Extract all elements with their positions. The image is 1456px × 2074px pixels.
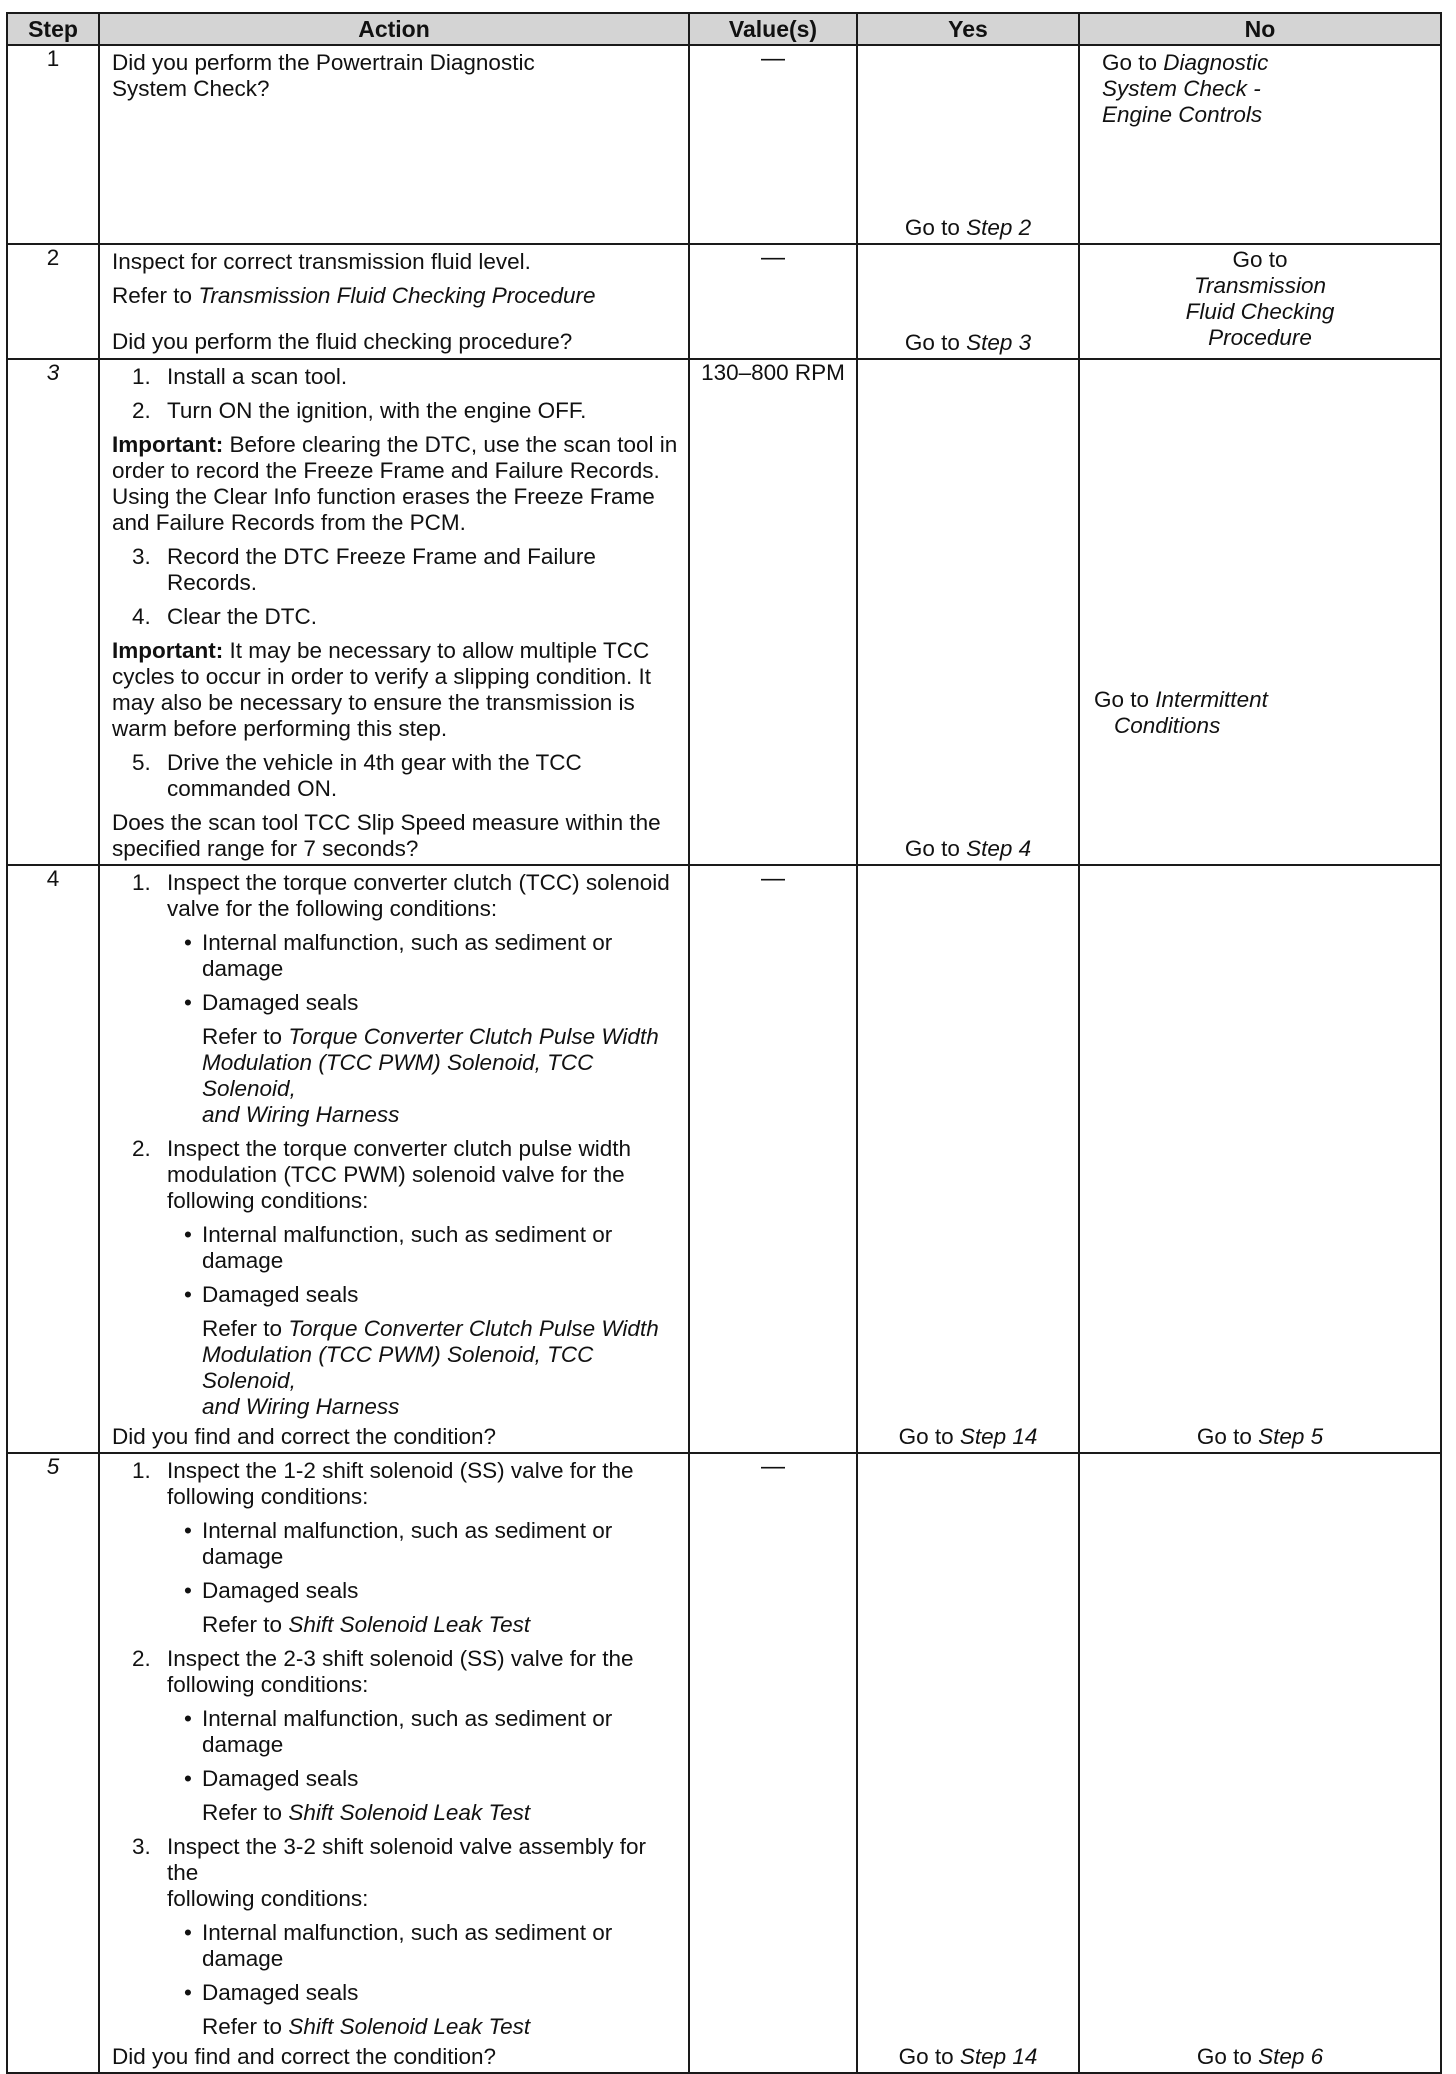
important-note: Important: It may be necessary to allow multiple TCC cycles to occur in order to verify a slipping condition. It may also be necessary to ensure the transmission is warm before performing this step. <box>112 638 652 741</box>
header-values: Value(s) <box>689 13 857 45</box>
no-link[interactable]: Go to Step 6 <box>1196 2044 1324 2069</box>
bullet-item: • Damaged seals <box>184 1282 359 1307</box>
table-row <box>7 1453 1441 2073</box>
step-number: 3 <box>7 359 99 865</box>
value-dash: — <box>761 45 785 72</box>
no-link[interactable]: Go to Diagnostic System Check - Engine Controls <box>1102 50 1269 127</box>
header-step: Step <box>7 13 99 45</box>
step-number: 5 <box>7 1453 99 2073</box>
value-cell: — <box>689 244 857 359</box>
diagnostic-table <box>6 12 1442 2074</box>
action-cell <box>99 244 689 359</box>
action-text: Inspect for correct transmission fluid level. <box>112 249 531 274</box>
yes-link[interactable]: Go to Step 14 <box>898 1424 1038 1449</box>
action-cell <box>99 865 689 1453</box>
action-question: Did you find and correct the condition? <box>112 2044 496 2069</box>
no-link[interactable]: Go to Intermittent Conditions <box>1094 687 1268 738</box>
action-question: Did you perform the fluid checking procedure? <box>112 329 573 354</box>
no-link[interactable]: Go to Transmission Fluid Checking Procedure <box>1185 247 1335 350</box>
important-note: Important: Before clearing the DTC, use the scan tool in order to record the Freeze Frame and Failure Records. Using the Clear Info function erases the Freeze Frame and Failure Records from the PCM. <box>112 432 678 535</box>
action-question: Did you find and correct the condition? <box>112 1424 496 1449</box>
value-cell: — <box>689 865 857 1453</box>
value-cell: 130–800 RPM <box>689 359 857 865</box>
list-item: 1. Inspect the torque converter clutch (TCC) solenoid valve for the following conditions: <box>132 870 670 921</box>
list-item: 2. Turn ON the ignition, with the engine OFF. <box>132 398 587 423</box>
list-item: 3. Record the DTC Freeze Frame and Failure Records. <box>132 544 596 595</box>
reference-text: Refer to Shift Solenoid Leak Test <box>202 1800 531 1825</box>
action-text: System Check? <box>112 76 270 101</box>
reference-text: Refer to Torque Converter Clutch Pulse Width Modulation (TCC PWM) Solenoid, TCC Solenoid, and Wiring Harness <box>202 1024 659 1127</box>
yes-link[interactable]: Go to Step 14 <box>898 2044 1038 2069</box>
no-cell <box>1079 45 1441 244</box>
list-item: 3. Inspect the 3-2 shift solenoid valve assembly for the following conditions: <box>132 1834 646 1911</box>
action-text: Did you perform the Powertrain Diagnostic <box>112 50 535 75</box>
yes-cell <box>857 865 1079 1453</box>
value-cell <box>689 45 857 244</box>
yes-cell <box>857 244 1079 359</box>
yes-link[interactable]: Go to Step 2 <box>904 215 1032 240</box>
action-cell <box>99 45 689 244</box>
no-cell <box>1079 1453 1441 2073</box>
header-yes: Yes <box>857 13 1079 45</box>
bullet-item: • Damaged seals <box>184 1980 359 2005</box>
yes-cell <box>857 1453 1079 2073</box>
bullet-item: • Internal malfunction, such as sediment or damage <box>184 1920 613 1971</box>
bullet-item: • Internal malfunction, such as sediment or damage <box>184 930 613 981</box>
list-item: 1. Install a scan tool. <box>132 364 348 389</box>
no-cell <box>1079 865 1441 1453</box>
yes-link[interactable]: Go to Step 3 <box>904 330 1032 355</box>
step-number: 4 <box>7 865 99 1453</box>
list-item: 5. Drive the vehicle in 4th gear with the TCC commanded ON. <box>132 750 582 801</box>
header-action: Action <box>99 13 689 45</box>
bullet-item: • Damaged seals <box>184 1766 359 1791</box>
list-item: 2. Inspect the torque converter clutch pulse width modulation (TCC PWM) solenoid valve for the following conditions: <box>132 1136 632 1213</box>
no-cell <box>1079 359 1441 865</box>
step-number: 2 <box>7 244 99 359</box>
table-row <box>7 359 1441 865</box>
action-question: Does the scan tool TCC Slip Speed measure within the specified range for 7 seconds? <box>112 810 661 861</box>
bullet-item: • Internal malfunction, such as sediment or damage <box>184 1518 613 1569</box>
action-text: Refer to Transmission Fluid Checking Procedure <box>112 283 596 308</box>
yes-cell <box>857 359 1079 865</box>
action-cell <box>99 359 689 865</box>
header-no: No <box>1079 13 1441 45</box>
reference-text: Refer to Shift Solenoid Leak Test <box>202 2014 531 2039</box>
bullet-item: • Damaged seals <box>184 990 359 1015</box>
bullet-item: • Damaged seals <box>184 1578 359 1603</box>
table-row <box>7 45 1441 244</box>
table-row <box>7 244 1441 359</box>
step-number: 1 <box>7 45 99 244</box>
no-link[interactable]: Go to Step 5 <box>1196 1424 1324 1449</box>
list-item: 4. Clear the DTC. <box>132 604 318 629</box>
list-item: 2. Inspect the 2-3 shift solenoid (SS) valve for the following conditions: <box>132 1646 634 1697</box>
no-cell <box>1079 244 1441 359</box>
action-cell <box>99 1453 689 2073</box>
table-row <box>7 865 1441 1453</box>
header-row <box>7 13 1441 45</box>
value-cell: — <box>689 1453 857 2073</box>
reference-text: Refer to Torque Converter Clutch Pulse Width Modulation (TCC PWM) Solenoid, TCC Solenoid, and Wiring Harness <box>202 1316 659 1419</box>
reference-text: Refer to Shift Solenoid Leak Test <box>202 1612 531 1637</box>
yes-link[interactable]: Go to Step 4 <box>904 836 1032 861</box>
yes-cell <box>857 45 1079 244</box>
bullet-item: • Internal malfunction, such as sediment or damage <box>184 1222 613 1273</box>
list-item: 1. Inspect the 1-2 shift solenoid (SS) valve for the following conditions: <box>132 1458 634 1509</box>
bullet-item: • Internal malfunction, such as sediment or damage <box>184 1706 613 1757</box>
